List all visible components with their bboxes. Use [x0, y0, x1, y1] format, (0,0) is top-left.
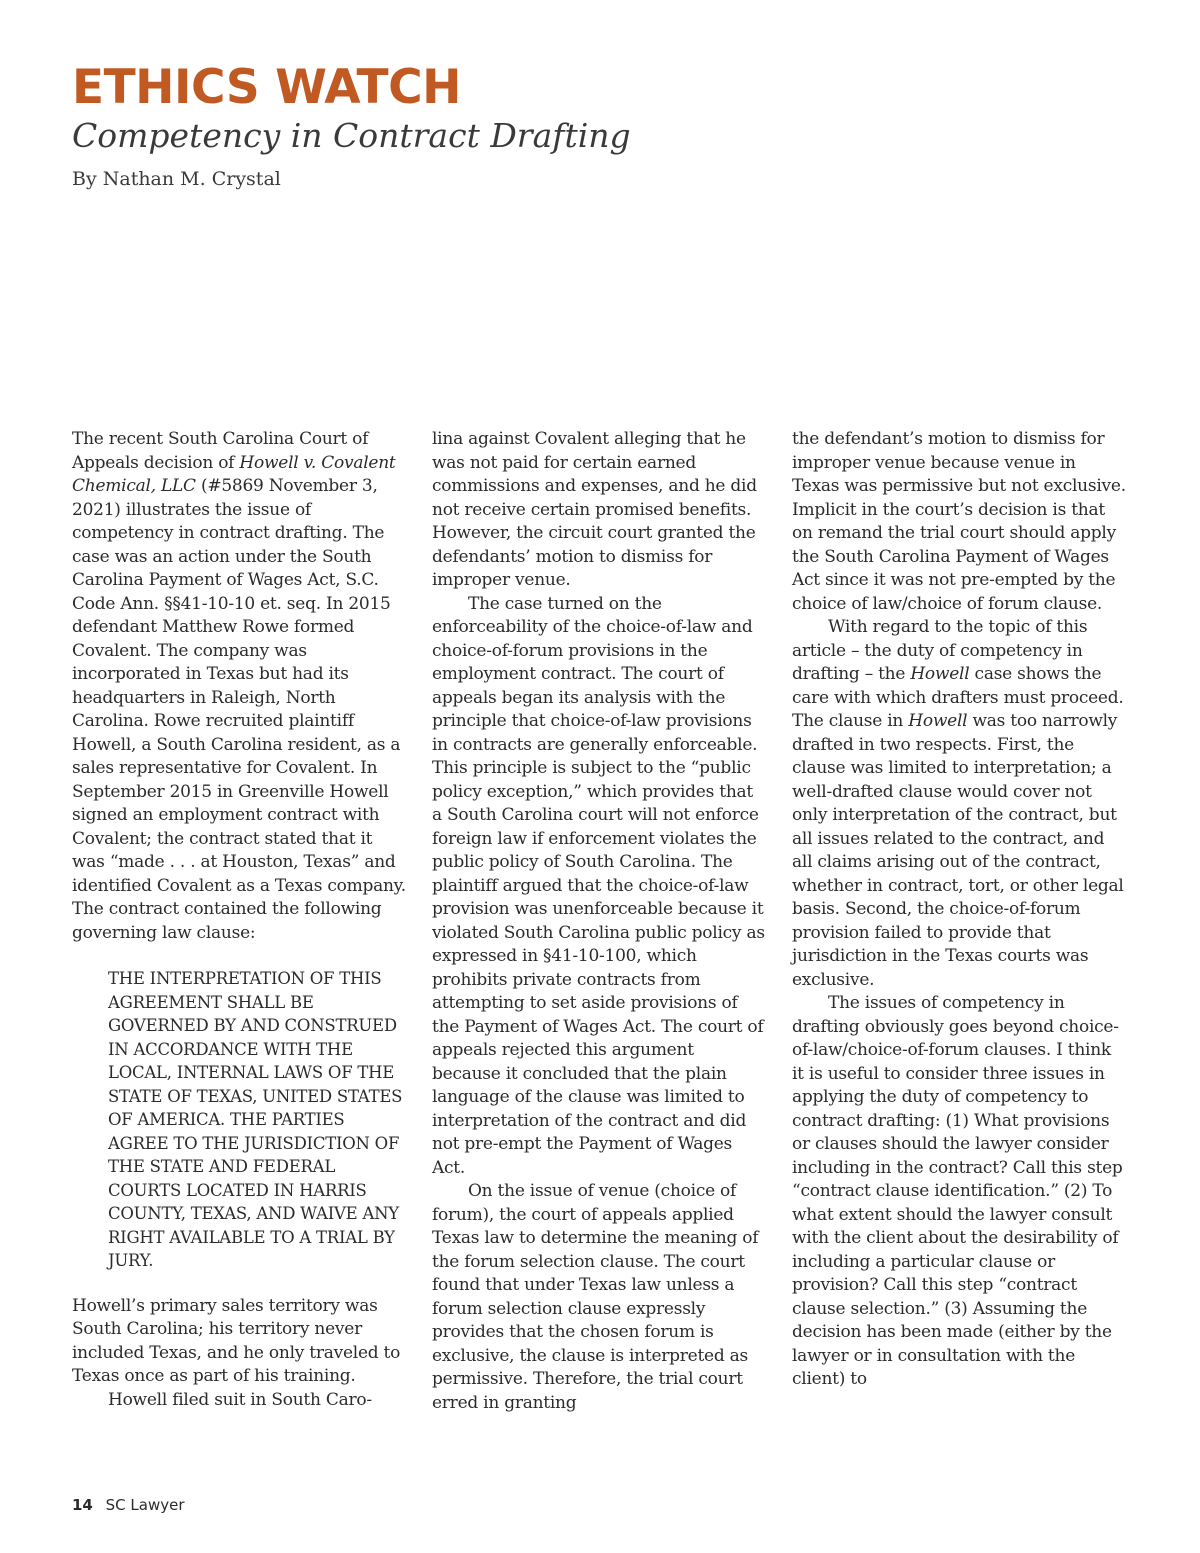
paragraph: The issues of competency in drafting obviously goes beyond choice-of-law/choice-of-forum clauses. I think it is useful to consider three issues in applying the duty of competency to contract drafting: (1) What provisions or clauses should the lawyer consider including in the contract? Call this step “contract clause identification.” (2) To what extent should the lawyer consult with the client about the desirability of including a particular clause or provision? Call this step “contract clause selection.” (3) Assuming the decision has been made (either by the lawyer or in consultation with the client) to: [792, 993, 1123, 1389]
paragraph: Howell’s primary sales territory was South Carolina; his territory never included Texas, and he only traveled to Texas once as part of his training.: [72, 1295, 401, 1386]
column-2: [432, 428, 766, 1415]
paragraph: lina against Covalent alleging that he was not paid for certain earned commissions and expenses, and he did not receive certain promised benefits. However, the circuit court granted the defendants’ motion to dismiss for improper venue.: [432, 429, 757, 590]
column-1: [72, 428, 406, 1415]
paragraph: The recent South Carolina Court of Appeals decision of Howell v. Covalent Chemical, LLC (#5869 November 3, 2021) illustrates the issue of competency in contract drafting. The case was an action under the South Carolina Payment of Wages Act, S.C. Code Ann. §§41-10-10 et. seq. In 2015 defendant Matthew Rowe formed Covalent. The company was incorporated in Texas but had its headquarters in Raleigh, North Carolina. Rowe recruited plaintiff Howell, a South Carolina resident, as a sales representative for Covalent. In September 2015 in Greenville Howell signed an employment contract with Covalent; the contract stated that it was “made . . . at Houston, Texas” and identified Covalent as a Texas company. The contract contained the following governing law clause:: [72, 429, 406, 943]
block-quote: THE INTERPRETATION OF THIS AGREEMENT SHALL BE GOVERNED BY AND CONSTRUED IN ACCORDANCE WITH THE LOCAL, INTERNAL LAWS OF THE STATE OF TEXAS, UNITED STATES OF AMERICA. THE PARTIES AGREE TO THE JURISDICTION OF THE STATE AND FEDERAL COURTS LOCATED IN HARRIS COUNTY, TEXAS, AND WAIVE ANY RIGHT AVAILABLE TO A TRIAL BY JURY.: [108, 969, 403, 1270]
article-header: [72, 62, 631, 190]
paragraph: Howell filed suit in South Caro-: [108, 1389, 372, 1410]
byline: By Nathan M. Crystal: [72, 167, 281, 190]
case-name: Howell v. Covalent Chemical, LLC: [72, 452, 396, 496]
section-kicker: ETHICS WATCH: [72, 60, 461, 115]
case-name: Howell: [910, 664, 970, 684]
paragraph: On the issue of venue (choice of forum), the court of appeals applied Texas law to determine the meaning of the forum selection clause. The court found that under Texas law unless a forum selection clause expressly provides that the chosen forum is exclusive, the clause is interpreted as permissive. Therefore, the trial court erred in granting: [432, 1181, 759, 1413]
column-3: [792, 428, 1126, 1415]
paragraph: With regard to the topic of this article – the duty of competency in drafting – the Howell case shows the care with which drafters must proceed. The clause in Howell was too narrowly drafted in two respects. First, the clause was limited to interpretation; a well-drafted clause would cover not only interpretation of the contract, but all issues related to the contract, and all claims arising out of the contract, whether in contract, tort, or other legal basis. Second, the choice-of-forum provision failed to provide that jurisdiction in the Texas courts was exclusive.: [792, 617, 1124, 990]
paragraph: The case turned on the enforceability of the choice-of-law and choice-of-forum provisions in the employment contract. The court of appeals began its analysis with the principle that choice-of-law provisions in contracts are generally enforceable. This principle is subject to the “public policy exception,” which provides that a South Carolina court will not enforce foreign law if enforcement violates the public policy of South Carolina. The plaintiff argued that the choice-of-law provision was unenforceable because it violated South Carolina public policy as expressed in §41-10-100, which prohibits private contracts from attempting to set aside provisions of the Payment of Wages Act. The court of appeals rejected this argument because it concluded that the plain language of the clause was limited to interpretation of the contract and did not pre-empt the Payment of Wages Act.: [432, 593, 765, 1178]
case-name: Howell: [908, 711, 968, 731]
article-body: [72, 428, 1126, 1415]
article-title: Competency in Contract Drafting: [72, 115, 631, 155]
page-number: 14: [72, 1496, 93, 1514]
publication-name: SC Lawyer: [105, 1496, 185, 1514]
paragraph: the defendant’s motion to dismiss for improper venue because venue in Texas was permissive but not exclusive. Implicit in the court’s decision is that on remand the trial court should apply the South Carolina Payment of Wages Act since it was not pre-empted by the choice of law/choice of forum clause.: [792, 429, 1126, 614]
page-footer: [72, 1496, 185, 1514]
